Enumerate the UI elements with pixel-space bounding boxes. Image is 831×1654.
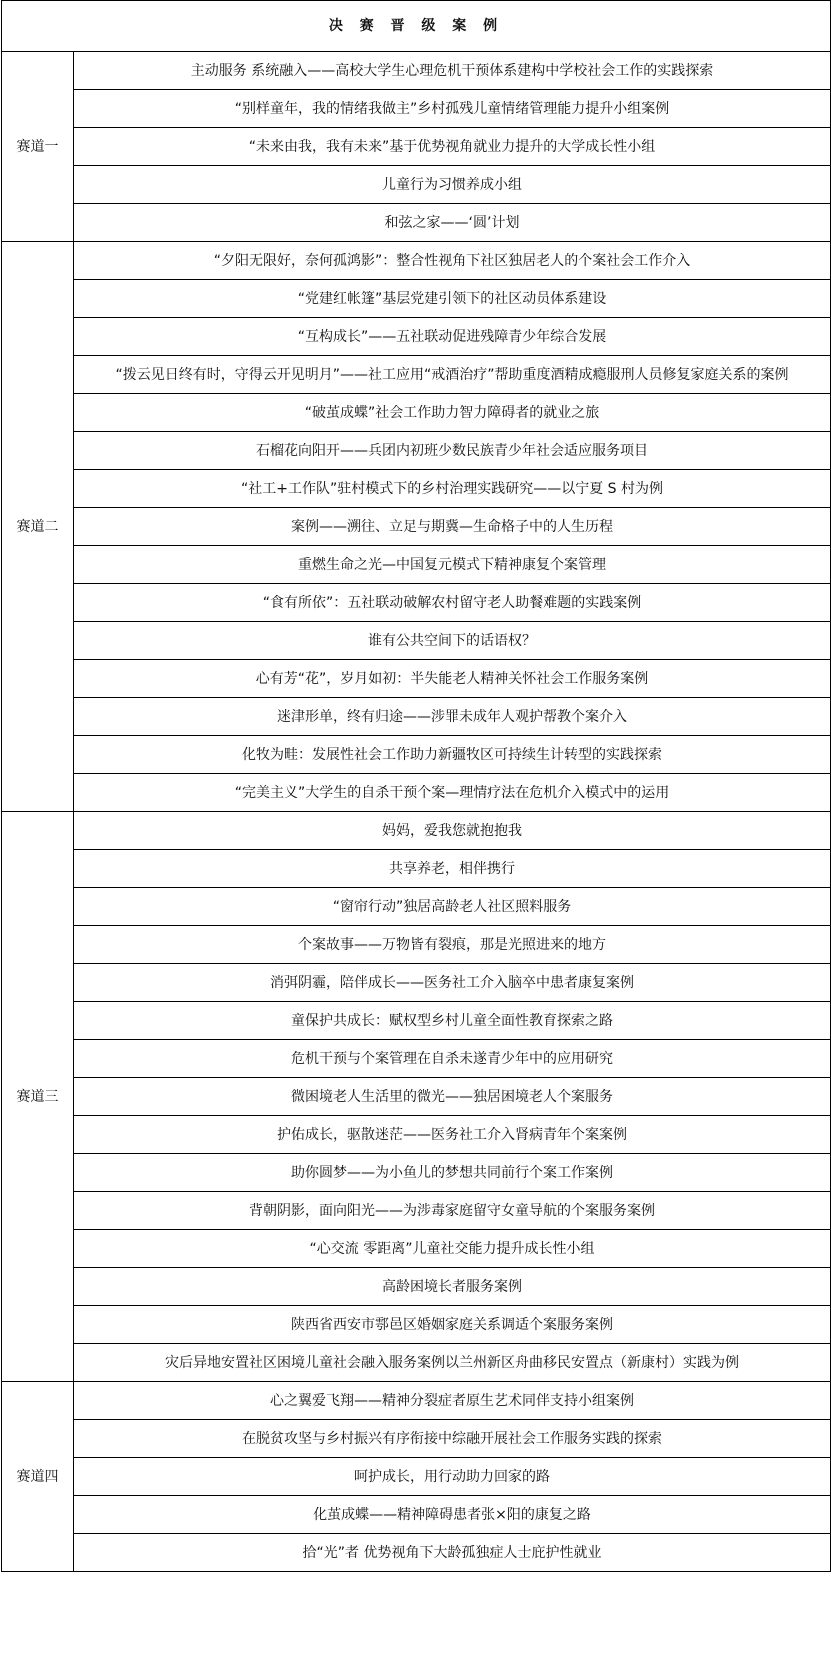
table-row bbox=[2, 1420, 831, 1458]
case-title: 共享养老，相伴携行 bbox=[74, 850, 831, 888]
table-row bbox=[2, 774, 831, 812]
case-title: 消弭阴霾，陪伴成长——医务社工介入脑卒中患者康复案例 bbox=[74, 964, 831, 1002]
table-row bbox=[2, 1230, 831, 1268]
table-row bbox=[2, 584, 831, 622]
table-row bbox=[2, 1268, 831, 1306]
title-row bbox=[2, 1, 831, 52]
table-row bbox=[2, 90, 831, 128]
table-row bbox=[2, 394, 831, 432]
case-title: 案例——溯往、立足与期冀—生命格子中的人生历程 bbox=[74, 508, 831, 546]
table-row bbox=[2, 1534, 831, 1572]
table-row bbox=[2, 318, 831, 356]
table-row bbox=[2, 1154, 831, 1192]
case-title: 心有芳“花”，岁月如初：半失能老人精神关怀社会工作服务案例 bbox=[74, 660, 831, 698]
track-label: 赛道四 bbox=[2, 1382, 74, 1572]
case-title: “破茧成蝶”社会工作助力智力障碍者的就业之旅 bbox=[74, 394, 831, 432]
case-title: 谁有公共空间下的话语权？ bbox=[74, 622, 831, 660]
case-title: “别样童年，我的情绪我做主”乡村孤残儿童情绪管理能力提升小组案例 bbox=[74, 90, 831, 128]
case-title: 助你圆梦——为小鱼儿的梦想共同前行个案工作案例 bbox=[74, 1154, 831, 1192]
case-title: 化牧为畦：发展性社会工作助力新疆牧区可持续生计转型的实践探索 bbox=[74, 736, 831, 774]
case-title: “心交流 零距离”儿童社交能力提升成长性小组 bbox=[74, 1230, 831, 1268]
track-label: 赛道一 bbox=[2, 52, 74, 242]
table-row bbox=[2, 242, 831, 280]
table-row bbox=[2, 280, 831, 318]
case-title: 微困境老人生活里的微光——独居困境老人个案服务 bbox=[74, 1078, 831, 1116]
table-row bbox=[2, 128, 831, 166]
case-title: 石榴花向阳开——兵团内初班少数民族青少年社会适应服务项目 bbox=[74, 432, 831, 470]
case-title: “拨云见日终有时，守得云开见明月”——社工应用“戒酒治疗”帮助重度酒精成瘾服刑人员修复家庭关系的案例 bbox=[74, 356, 831, 394]
table-row bbox=[2, 166, 831, 204]
case-title: “完美主义”大学生的自杀干预个案—理情疗法在危机介入模式中的运用 bbox=[74, 774, 831, 812]
case-title: “窗帘行动”独居高龄老人社区照料服务 bbox=[74, 888, 831, 926]
track-label: 赛道二 bbox=[2, 242, 74, 812]
case-title: “未来由我，我有未来”基于优势视角就业力提升的大学成长性小组 bbox=[74, 128, 831, 166]
case-title: 背朝阴影，面向阳光——为涉毒家庭留守女童导航的个案服务案例 bbox=[74, 1192, 831, 1230]
table-row bbox=[2, 1344, 831, 1382]
table-body bbox=[2, 1, 831, 1572]
case-title: “互构成长”——五社联动促进残障青少年综合发展 bbox=[74, 318, 831, 356]
finalist-cases-table bbox=[1, 0, 831, 1572]
table-row bbox=[2, 470, 831, 508]
table-row bbox=[2, 622, 831, 660]
table-row bbox=[2, 356, 831, 394]
table-row bbox=[2, 1306, 831, 1344]
case-title: “夕阳无限好，奈何孤鸿影”：整合性视角下社区独居老人的个案社会工作介入 bbox=[74, 242, 831, 280]
case-title: “党建红帐篷”基层党建引领下的社区动员体系建设 bbox=[74, 280, 831, 318]
table-row bbox=[2, 698, 831, 736]
table-row bbox=[2, 204, 831, 242]
case-title: 灾后异地安置社区困境儿童社会融入服务案例以兰州新区舟曲移民安置点（新康村）实践为例 bbox=[74, 1344, 831, 1382]
table-row bbox=[2, 52, 831, 90]
table-row bbox=[2, 964, 831, 1002]
case-title: 危机干预与个案管理在自杀未遂青少年中的应用研究 bbox=[74, 1040, 831, 1078]
case-title: 拾“光”者 优势视角下大龄孤独症人士庇护性就业 bbox=[74, 1534, 831, 1572]
case-title: 重燃生命之光—中国复元模式下精神康复个案管理 bbox=[74, 546, 831, 584]
table-row bbox=[2, 432, 831, 470]
case-title: “社工+工作队”驻村模式下的乡村治理实践研究——以宁夏 S 村为例 bbox=[74, 470, 831, 508]
table-row bbox=[2, 850, 831, 888]
case-title: 呵护成长，用行动助力回家的路 bbox=[74, 1458, 831, 1496]
case-title: 在脱贫攻坚与乡村振兴有序衔接中综融开展社会工作服务实践的探索 bbox=[74, 1420, 831, 1458]
case-title: 和弦之家——‘圆’计划 bbox=[74, 204, 831, 242]
case-title: “食有所依”：五社联动破解农村留守老人助餐难题的实践案例 bbox=[74, 584, 831, 622]
table-row bbox=[2, 888, 831, 926]
table-row bbox=[2, 1116, 831, 1154]
table-row bbox=[2, 1496, 831, 1534]
table-row bbox=[2, 660, 831, 698]
table-row bbox=[2, 508, 831, 546]
table-row bbox=[2, 1040, 831, 1078]
table-row bbox=[2, 546, 831, 584]
table-row bbox=[2, 1078, 831, 1116]
case-title: 心之翼爱飞翔——精神分裂症者原生艺术同伴支持小组案例 bbox=[74, 1382, 831, 1420]
case-title: 陕西省西安市鄠邑区婚姻家庭关系调适个案服务案例 bbox=[74, 1306, 831, 1344]
case-title: 主动服务 系统融入——高校大学生心理危机干预体系建构中学校社会工作的实践探索 bbox=[74, 52, 831, 90]
table-row bbox=[2, 812, 831, 850]
case-title: 化茧成蝶——精神障碍患者张×阳的康复之路 bbox=[74, 1496, 831, 1534]
table-row bbox=[2, 736, 831, 774]
case-title: 妈妈，爱我您就抱抱我 bbox=[74, 812, 831, 850]
track-label: 赛道三 bbox=[2, 812, 74, 1382]
table-row bbox=[2, 1458, 831, 1496]
case-title: 护佑成长，驱散迷茫——医务社工介入肾病青年个案案例 bbox=[74, 1116, 831, 1154]
case-title: 高龄困境长者服务案例 bbox=[74, 1268, 831, 1306]
table-row bbox=[2, 1382, 831, 1420]
case-title: 儿童行为习惯养成小组 bbox=[74, 166, 831, 204]
case-title: 迷津形单，终有归途——涉罪未成年人观护帮教个案介入 bbox=[74, 698, 831, 736]
table-title: 决 赛 晋 级 案 例 bbox=[2, 1, 831, 52]
table-row bbox=[2, 926, 831, 964]
case-title: 个案故事——万物皆有裂痕，那是光照进来的地方 bbox=[74, 926, 831, 964]
table-row bbox=[2, 1192, 831, 1230]
case-title: 童保护共成长：赋权型乡村儿童全面性教育探索之路 bbox=[74, 1002, 831, 1040]
table-row bbox=[2, 1002, 831, 1040]
